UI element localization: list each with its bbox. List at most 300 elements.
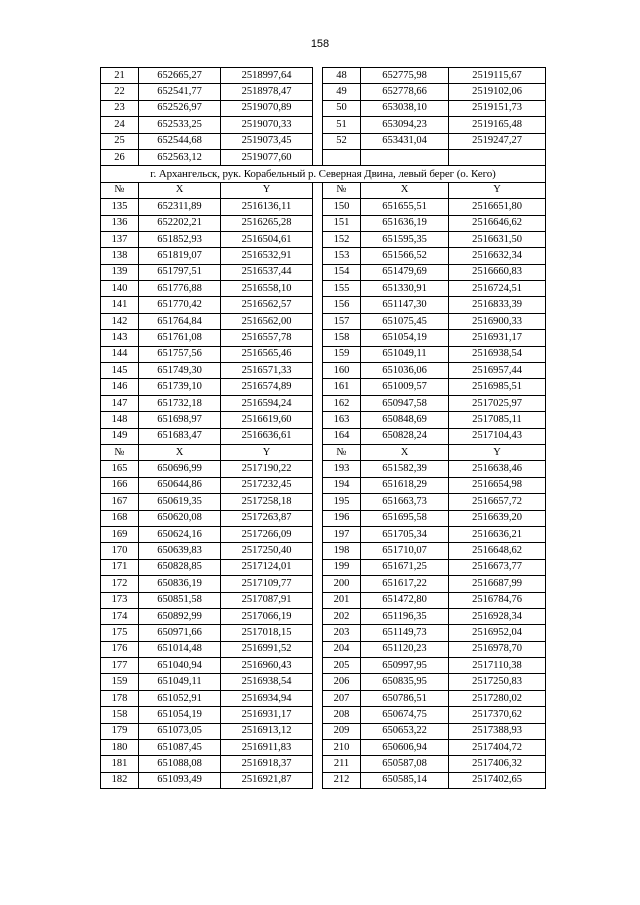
left-point-number: 138	[101, 248, 139, 264]
right-y-coordinate: 2516654,98	[449, 477, 546, 493]
left-point-number: 171	[101, 559, 139, 575]
right-y-coordinate: 2516724,51	[449, 281, 546, 297]
column-header-num: №	[101, 182, 139, 198]
right-x-coordinate: 651196,35	[361, 608, 449, 624]
right-x-coordinate: 652775,98	[361, 68, 449, 84]
left-y-coordinate: 2518997,64	[221, 68, 313, 84]
right-y-coordinate: 2516931,17	[449, 330, 546, 346]
column-gap	[313, 559, 323, 575]
left-y-coordinate: 2516921,87	[221, 772, 313, 788]
right-point-number: 159	[323, 346, 361, 362]
right-point-number: 206	[323, 674, 361, 690]
table-row	[101, 117, 546, 133]
right-x-coordinate: 650674,75	[361, 707, 449, 723]
left-point-number: 168	[101, 510, 139, 526]
right-x-coordinate: 651636,19	[361, 215, 449, 231]
section-title: г. Архангельск, рук. Корабельный р. Северная Двина, левый берег (о. Кего)	[101, 166, 546, 182]
left-y-coordinate: 2516574,89	[221, 379, 313, 395]
left-x-coordinate: 651757,56	[139, 346, 221, 362]
right-y-coordinate: 2517280,02	[449, 690, 546, 706]
left-point-number: 140	[101, 281, 139, 297]
left-y-coordinate: 2517124,01	[221, 559, 313, 575]
right-point-number: 210	[323, 740, 361, 756]
right-point-number: 154	[323, 264, 361, 280]
table-row	[101, 592, 546, 608]
right-y-coordinate: 2516651,80	[449, 199, 546, 215]
left-x-coordinate: 651073,05	[139, 723, 221, 739]
left-x-coordinate: 652541,77	[139, 84, 221, 100]
table-row	[101, 231, 546, 247]
right-y-coordinate: 2516673,77	[449, 559, 546, 575]
right-y-coordinate: 2516657,72	[449, 494, 546, 510]
column-gap	[313, 576, 323, 592]
column-gap	[313, 428, 323, 444]
left-point-number: 173	[101, 592, 139, 608]
right-x-coordinate: 653431,04	[361, 133, 449, 149]
right-x-coordinate: 650835,95	[361, 674, 449, 690]
left-x-coordinate: 651739,10	[139, 379, 221, 395]
right-y-coordinate: 2516648,62	[449, 543, 546, 559]
table-row	[101, 215, 546, 231]
column-gap	[313, 608, 323, 624]
table-row	[101, 428, 546, 444]
column-gap	[313, 84, 323, 100]
left-point-number: 142	[101, 313, 139, 329]
table-row	[101, 477, 546, 493]
left-x-coordinate: 651052,91	[139, 690, 221, 706]
left-x-coordinate: 650624,16	[139, 526, 221, 542]
right-x-coordinate: 651120,23	[361, 641, 449, 657]
left-y-coordinate: 2516136,11	[221, 199, 313, 215]
column-gap	[313, 117, 323, 133]
left-y-coordinate: 2516960,43	[221, 658, 313, 674]
left-x-coordinate: 650619,35	[139, 494, 221, 510]
right-point-number: 162	[323, 395, 361, 411]
left-x-coordinate: 652563,12	[139, 149, 221, 165]
right-point-number: 211	[323, 756, 361, 772]
column-gap	[313, 346, 323, 362]
table-row	[101, 625, 546, 641]
left-y-coordinate: 2516636,61	[221, 428, 313, 444]
left-y-coordinate: 2516619,60	[221, 412, 313, 428]
table-row	[101, 363, 546, 379]
left-point-number: 179	[101, 723, 139, 739]
right-x-coordinate: 651695,58	[361, 510, 449, 526]
left-x-coordinate: 652202,21	[139, 215, 221, 231]
left-y-coordinate: 2517266,09	[221, 526, 313, 542]
right-point-number: 163	[323, 412, 361, 428]
left-point-number: 24	[101, 117, 139, 133]
left-x-coordinate: 650696,99	[139, 461, 221, 477]
table-row	[101, 346, 546, 362]
right-x-coordinate: 651054,19	[361, 330, 449, 346]
column-gap	[313, 690, 323, 706]
column-header-y: Y	[449, 444, 546, 460]
left-point-number: 22	[101, 84, 139, 100]
right-point-number: 161	[323, 379, 361, 395]
left-x-coordinate: 651698,97	[139, 412, 221, 428]
right-x-coordinate: 650606,94	[361, 740, 449, 756]
right-point-number: 200	[323, 576, 361, 592]
column-gap	[313, 264, 323, 280]
left-x-coordinate: 650620,08	[139, 510, 221, 526]
right-point-number: 160	[323, 363, 361, 379]
right-y-coordinate: 2516646,62	[449, 215, 546, 231]
table-row	[101, 133, 546, 149]
right-y-coordinate: 2516639,20	[449, 510, 546, 526]
left-y-coordinate: 2516532,91	[221, 248, 313, 264]
left-y-coordinate: 2519073,45	[221, 133, 313, 149]
column-header-num: №	[323, 182, 361, 198]
left-x-coordinate: 651054,19	[139, 707, 221, 723]
left-y-coordinate: 2516565,46	[221, 346, 313, 362]
left-x-coordinate: 650892,99	[139, 608, 221, 624]
right-y-coordinate: 2517110,38	[449, 658, 546, 674]
left-point-number: 149	[101, 428, 139, 444]
column-gap	[313, 100, 323, 116]
right-x-coordinate: 651663,73	[361, 494, 449, 510]
left-point-number: 145	[101, 363, 139, 379]
right-x-coordinate: 650848,69	[361, 412, 449, 428]
column-gap	[313, 526, 323, 542]
column-gap	[313, 281, 323, 297]
left-y-coordinate: 2517258,18	[221, 494, 313, 510]
table-row	[101, 576, 546, 592]
left-x-coordinate: 651040,94	[139, 658, 221, 674]
left-y-coordinate: 2516562,57	[221, 297, 313, 313]
table-row	[101, 756, 546, 772]
right-x-coordinate: 653094,23	[361, 117, 449, 133]
right-x-coordinate: 650947,58	[361, 395, 449, 411]
left-y-coordinate: 2517018,15	[221, 625, 313, 641]
right-y-coordinate: 2516952,04	[449, 625, 546, 641]
table-row	[101, 264, 546, 280]
table-row	[101, 68, 546, 84]
table-row	[101, 461, 546, 477]
right-point-number	[323, 149, 361, 165]
left-point-number: 137	[101, 231, 139, 247]
left-x-coordinate: 651749,30	[139, 363, 221, 379]
right-x-coordinate: 650997,95	[361, 658, 449, 674]
right-x-coordinate: 651147,30	[361, 297, 449, 313]
column-gap	[313, 510, 323, 526]
left-point-number: 178	[101, 690, 139, 706]
left-point-number: 159	[101, 674, 139, 690]
right-x-coordinate: 650653,22	[361, 723, 449, 739]
left-y-coordinate: 2517250,40	[221, 543, 313, 559]
coordinates-table	[100, 67, 546, 789]
column-gap	[313, 461, 323, 477]
right-x-coordinate: 650585,14	[361, 772, 449, 788]
right-y-coordinate: 2516784,76	[449, 592, 546, 608]
right-point-number: 208	[323, 707, 361, 723]
column-gap	[313, 133, 323, 149]
right-point-number: 151	[323, 215, 361, 231]
left-x-coordinate: 651093,49	[139, 772, 221, 788]
right-y-coordinate: 2517025,97	[449, 395, 546, 411]
left-point-number: 165	[101, 461, 139, 477]
left-y-coordinate: 2516557,78	[221, 330, 313, 346]
table-row	[101, 674, 546, 690]
right-point-number: 153	[323, 248, 361, 264]
column-header-x: X	[361, 182, 449, 198]
right-x-coordinate	[361, 149, 449, 165]
column-gap	[313, 592, 323, 608]
left-point-number: 21	[101, 68, 139, 84]
left-y-coordinate: 2516934,94	[221, 690, 313, 706]
column-gap	[313, 313, 323, 329]
right-x-coordinate: 651655,51	[361, 199, 449, 215]
right-y-coordinate: 2516928,34	[449, 608, 546, 624]
table-row	[101, 330, 546, 346]
column-header-x: X	[139, 182, 221, 198]
right-x-coordinate: 652778,66	[361, 84, 449, 100]
table-row	[101, 149, 546, 165]
left-point-number: 135	[101, 199, 139, 215]
column-gap	[313, 444, 323, 460]
right-x-coordinate: 651618,29	[361, 477, 449, 493]
table-row	[101, 740, 546, 756]
column-gap	[313, 395, 323, 411]
right-point-number: 203	[323, 625, 361, 641]
left-y-coordinate: 2517109,77	[221, 576, 313, 592]
right-point-number: 205	[323, 658, 361, 674]
left-x-coordinate: 651819,07	[139, 248, 221, 264]
left-x-coordinate: 651776,88	[139, 281, 221, 297]
table-row	[101, 297, 546, 313]
column-gap	[313, 248, 323, 264]
left-y-coordinate: 2516913,12	[221, 723, 313, 739]
right-x-coordinate: 651330,91	[361, 281, 449, 297]
table-row	[101, 543, 546, 559]
table-row	[101, 641, 546, 657]
right-y-coordinate: 2516638,46	[449, 461, 546, 477]
column-gap	[313, 641, 323, 657]
right-point-number: 164	[323, 428, 361, 444]
column-header-y: Y	[221, 182, 313, 198]
table-row	[101, 510, 546, 526]
left-point-number: 174	[101, 608, 139, 624]
column-gap	[313, 772, 323, 788]
coordinates-table-body	[101, 68, 546, 789]
left-x-coordinate: 650639,83	[139, 543, 221, 559]
right-y-coordinate: 2516631,50	[449, 231, 546, 247]
left-point-number: 158	[101, 707, 139, 723]
left-x-coordinate: 651014,48	[139, 641, 221, 657]
table-row	[101, 313, 546, 329]
left-point-number: 143	[101, 330, 139, 346]
column-header-y: Y	[449, 182, 546, 198]
right-y-coordinate: 2519102,06	[449, 84, 546, 100]
left-y-coordinate: 2516938,54	[221, 674, 313, 690]
left-point-number: 25	[101, 133, 139, 149]
right-x-coordinate: 651705,34	[361, 526, 449, 542]
column-gap	[313, 740, 323, 756]
right-x-coordinate: 651036,06	[361, 363, 449, 379]
left-x-coordinate: 650828,85	[139, 559, 221, 575]
column-gap	[313, 149, 323, 165]
right-point-number: 157	[323, 313, 361, 329]
table-row	[101, 658, 546, 674]
left-y-coordinate: 2517190,22	[221, 461, 313, 477]
column-gap	[313, 707, 323, 723]
left-point-number: 148	[101, 412, 139, 428]
column-gap	[313, 231, 323, 247]
column-gap	[313, 215, 323, 231]
right-y-coordinate: 2517406,32	[449, 756, 546, 772]
left-point-number: 169	[101, 526, 139, 542]
left-x-coordinate: 652311,89	[139, 199, 221, 215]
column-gap	[313, 330, 323, 346]
left-point-number: 147	[101, 395, 139, 411]
column-gap	[313, 494, 323, 510]
right-point-number: 199	[323, 559, 361, 575]
header-row	[101, 444, 546, 460]
column-gap	[313, 412, 323, 428]
table-row	[101, 690, 546, 706]
column-header-num: №	[323, 444, 361, 460]
right-x-coordinate: 651566,52	[361, 248, 449, 264]
right-x-coordinate: 651710,07	[361, 543, 449, 559]
left-point-number: 175	[101, 625, 139, 641]
left-y-coordinate: 2516537,44	[221, 264, 313, 280]
table-row	[101, 723, 546, 739]
right-x-coordinate: 651009,57	[361, 379, 449, 395]
right-x-coordinate: 651049,11	[361, 346, 449, 362]
table-row	[101, 84, 546, 100]
right-y-coordinate: 2517388,93	[449, 723, 546, 739]
left-point-number: 146	[101, 379, 139, 395]
table-row	[101, 559, 546, 575]
left-y-coordinate: 2517066,19	[221, 608, 313, 624]
table-row	[101, 199, 546, 215]
left-x-coordinate: 652533,25	[139, 117, 221, 133]
right-point-number: 201	[323, 592, 361, 608]
right-point-number: 152	[323, 231, 361, 247]
right-y-coordinate	[449, 149, 546, 165]
table-row	[101, 379, 546, 395]
column-gap	[313, 723, 323, 739]
right-point-number: 202	[323, 608, 361, 624]
left-point-number: 181	[101, 756, 139, 772]
left-point-number: 167	[101, 494, 139, 510]
left-x-coordinate: 652544,68	[139, 133, 221, 149]
left-x-coordinate: 651761,08	[139, 330, 221, 346]
column-gap	[313, 625, 323, 641]
right-point-number: 194	[323, 477, 361, 493]
left-point-number: 139	[101, 264, 139, 280]
table-row	[101, 494, 546, 510]
left-x-coordinate: 651683,47	[139, 428, 221, 444]
column-gap	[313, 68, 323, 84]
left-y-coordinate: 2516562,00	[221, 313, 313, 329]
right-y-coordinate: 2517370,62	[449, 707, 546, 723]
left-x-coordinate: 651797,51	[139, 264, 221, 280]
column-header-y: Y	[221, 444, 313, 460]
column-gap	[313, 199, 323, 215]
right-y-coordinate: 2517250,83	[449, 674, 546, 690]
left-y-coordinate: 2519077,60	[221, 149, 313, 165]
right-x-coordinate: 650828,24	[361, 428, 449, 444]
left-x-coordinate: 651764,84	[139, 313, 221, 329]
left-point-number: 23	[101, 100, 139, 116]
right-point-number: 195	[323, 494, 361, 510]
right-point-number: 198	[323, 543, 361, 559]
section-title-row	[101, 166, 546, 182]
right-y-coordinate: 2516636,21	[449, 526, 546, 542]
right-point-number: 156	[323, 297, 361, 313]
left-x-coordinate: 651087,45	[139, 740, 221, 756]
left-y-coordinate: 2516911,83	[221, 740, 313, 756]
left-point-number: 180	[101, 740, 139, 756]
left-y-coordinate: 2516991,52	[221, 641, 313, 657]
left-y-coordinate: 2516504,61	[221, 231, 313, 247]
left-point-number: 136	[101, 215, 139, 231]
right-x-coordinate: 650587,08	[361, 756, 449, 772]
right-point-number: 204	[323, 641, 361, 657]
table-row	[101, 707, 546, 723]
right-y-coordinate: 2516660,83	[449, 264, 546, 280]
left-x-coordinate: 651049,11	[139, 674, 221, 690]
left-point-number: 141	[101, 297, 139, 313]
right-x-coordinate: 651479,69	[361, 264, 449, 280]
right-y-coordinate: 2517404,72	[449, 740, 546, 756]
left-x-coordinate: 650644,86	[139, 477, 221, 493]
right-y-coordinate: 2516900,33	[449, 313, 546, 329]
right-y-coordinate: 2519115,67	[449, 68, 546, 84]
table-row	[101, 412, 546, 428]
right-y-coordinate: 2516957,44	[449, 363, 546, 379]
left-point-number: 144	[101, 346, 139, 362]
right-y-coordinate: 2516938,54	[449, 346, 546, 362]
left-x-coordinate: 650836,19	[139, 576, 221, 592]
right-y-coordinate: 2519247,27	[449, 133, 546, 149]
table-row	[101, 281, 546, 297]
left-y-coordinate: 2516558,10	[221, 281, 313, 297]
right-point-number: 52	[323, 133, 361, 149]
right-point-number: 196	[323, 510, 361, 526]
right-point-number: 209	[323, 723, 361, 739]
right-y-coordinate: 2516833,39	[449, 297, 546, 313]
right-x-coordinate: 650786,51	[361, 690, 449, 706]
table-row	[101, 100, 546, 116]
header-row	[101, 182, 546, 198]
left-point-number: 172	[101, 576, 139, 592]
right-x-coordinate: 653038,10	[361, 100, 449, 116]
right-y-coordinate: 2516687,99	[449, 576, 546, 592]
table-row	[101, 526, 546, 542]
column-header-num: №	[101, 444, 139, 460]
left-point-number: 177	[101, 658, 139, 674]
page-number: 158	[310, 38, 330, 50]
column-gap	[313, 477, 323, 493]
column-gap	[313, 363, 323, 379]
right-x-coordinate: 651582,39	[361, 461, 449, 477]
left-x-coordinate: 651088,08	[139, 756, 221, 772]
table-row	[101, 772, 546, 788]
left-x-coordinate: 652526,97	[139, 100, 221, 116]
left-y-coordinate: 2517232,45	[221, 477, 313, 493]
left-x-coordinate: 651732,18	[139, 395, 221, 411]
right-y-coordinate: 2517085,11	[449, 412, 546, 428]
right-x-coordinate: 651149,73	[361, 625, 449, 641]
left-y-coordinate: 2516594,24	[221, 395, 313, 411]
right-point-number: 193	[323, 461, 361, 477]
left-x-coordinate: 652665,27	[139, 68, 221, 84]
column-gap	[313, 674, 323, 690]
right-point-number: 207	[323, 690, 361, 706]
right-x-coordinate: 651595,35	[361, 231, 449, 247]
